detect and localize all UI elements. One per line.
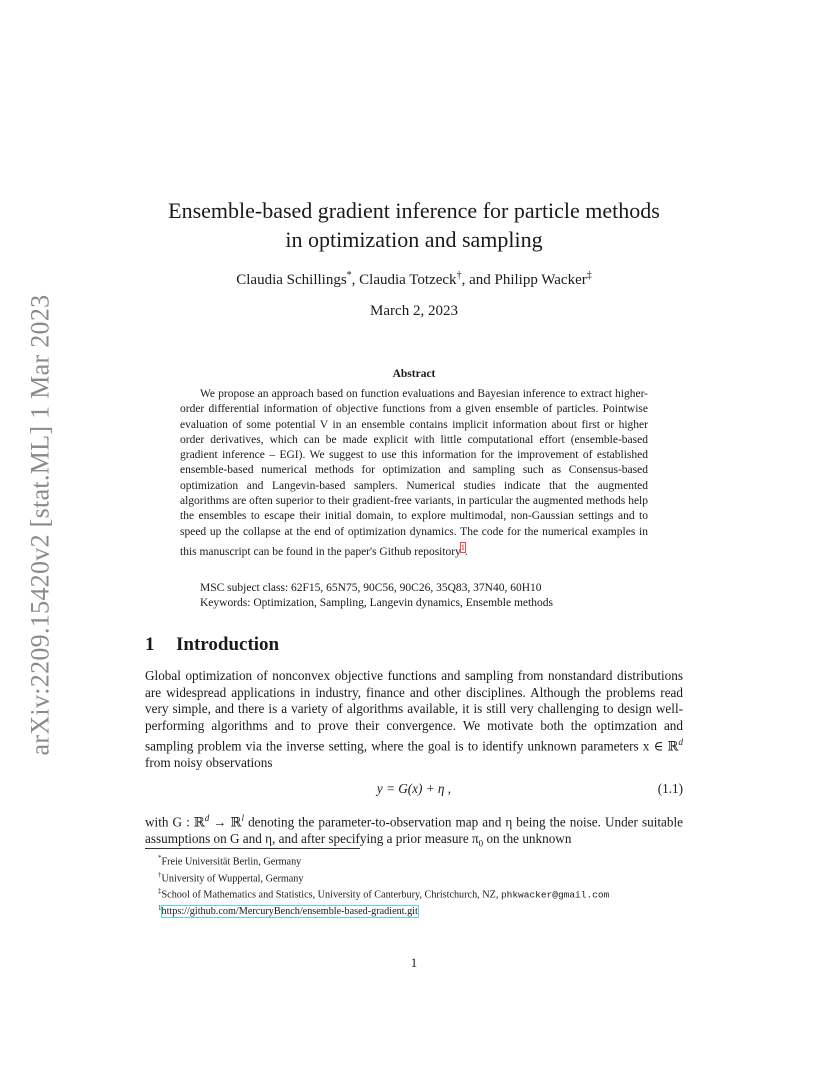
author-conjunction: and [469,272,491,288]
footnote-4-mark: 1 [158,903,162,912]
arxiv-identifier-stamp [20,280,60,770]
abstract-footnote-link[interactable]: 1 [460,542,465,552]
para2-part-d: on the unknown [483,830,572,846]
author-2: Claudia Totzeck [359,272,457,288]
msc-classes: MSC subject class: 62F15, 65N75, 90C56, 90C26, 35Q83, 37N40, 60H10 [200,582,542,594]
para2-sup-l: l [241,813,245,823]
paper-title [100,196,728,254]
footnote-2 [158,869,609,886]
author-list: Claudia Schillings*, Claudia Totzeck†, and Philipp Wacker‡ [236,270,592,288]
para1-text: Global optimization of nonconvex objective functions and sampling from nonstandard distributions are widespread applications in industry, finance and other disciplines. Although the problems read very simple, and there is a variety of algorithms available, it is still very challenging to design well-performing algorithms and to prove their convergence. We motivate both the optimzation and sampling problem via the inverse setting, where the goal is to identify unknown parameters x ∈ ℝ [145,668,683,754]
page-number: 1 [410,955,418,970]
equation-1-1: y = G(x) + η , [376,781,452,796]
footnote-1 [158,852,609,869]
email-address[interactable]: phkwacker@gmail.com [500,889,610,901]
section-title: Introduction [176,634,280,655]
title-line-2: in optimization and sampling [285,227,543,252]
section-heading [145,634,279,656]
para2-part-a: with G : ℝ [145,814,205,830]
footnote-2-text: University of Wuppertal, Germany [161,872,304,884]
intro-paragraph-2 [145,810,683,852]
publication-date: March 2, 2023 [370,303,458,319]
author-3: Philipp Wacker [494,272,587,288]
footnote-1-mark: * [158,854,162,862]
intro-paragraph-1 [145,668,683,772]
abstract-text: We propose an approach based on function evaluations and Bayesian inference to extract higher-order differential information of objective functions from a given ensemble of particles. Pointwise evaluation of some potential V in an ensemble contains implicit information about first or higher order derivatives, which can be made explicit with little computational effort (ensemble-based gradient inference – EGI). We suggest to use this information for the improvement of established ensemble-based numerical methods for optimization and sampling such as Consensus-based optimization and Langevin-based samplers. Numerical studies indicate that the augmented algorithms are often superior to their gradient-free variants, in particular the augmented methods help the ensembles to escape their initial domain, to explore multimodal, non-Gaussian settings and to speed up the collapse at the end of optimization dynamics. The code for the numerical examples in this manuscript can be found in the paper's Github repository [180,388,648,558]
para2-sup-d: d [204,813,210,823]
author-3-footnote-mark[interactable]: ‡ [586,270,592,281]
footnote-4 [158,902,609,919]
abstract-heading: Abstract [392,368,436,380]
footnotes [158,852,609,918]
footnote-3-mark: ‡ [158,887,162,896]
footnote-3 [158,885,609,902]
author-1: Claudia Schillings [236,272,347,288]
para2-sub-0: 0 [478,838,484,849]
section-number: 1 [145,634,155,655]
footnote-divider [145,848,360,849]
para2-part-b: → ℝ [209,814,242,830]
arxiv-id-text: arXiv:2209.15420v2 [stat.ML] 1 Mar 2023 [25,294,54,756]
footnote-1-text: Freie Universität Berlin, Germany [161,856,302,868]
para2-part-c: denoting the parameter-to-observation map and η being the noise. Under suitable assumptions on G and η, and after specifying a prior measure π [145,814,683,846]
abstract-body: We propose an approach based on function evaluations and Bayesian inference to extract higher-order differential information of objective functions from a given ensemble of particles. Pointwise evaluation of some potential V in an ensemble contains implicit information about first or higher order derivatives, which can be made explicit with little computational effort (ensemble-based gradient inference – EGI). We suggest to use this information for the improvement of established ensemble-based numerical methods for optimization and sampling such as Consensus-based optimization and Langevin-based samplers. Numerical studies indicate that the augmented algorithms are often superior to their gradient-free variants, in particular the augmented methods help the ensembles to escape their initial domain, to explore multimodal, non-Gaussian settings and to speed up the collapse at the end of optimization dynamics. The code for the numerical examples in this manuscript can be found in the paper's Github repository$^1$. [180,388,648,558]
author-2-footnote-mark[interactable]: † [456,270,462,281]
footnote-3-text: School of Mathematics and Statistics, University of Canterbury, Christchurch, NZ, [161,889,501,901]
para1-end: from noisy observations [145,755,273,771]
footnote-2-mark: † [158,870,162,879]
keywords: Keywords: Optimization, Sampling, Langevin dynamics, Ensemble methods [200,597,553,609]
para1-superscript: d [678,737,683,748]
github-repository-link[interactable]: https://github.com/MercuryBench/ensemble-based-gradient.git [161,906,418,918]
equation-number: (1.1) [657,781,683,796]
author-1-footnote-mark[interactable]: * [346,270,352,281]
title-line-1: Ensemble-based gradient inference for particle methods [168,198,660,223]
